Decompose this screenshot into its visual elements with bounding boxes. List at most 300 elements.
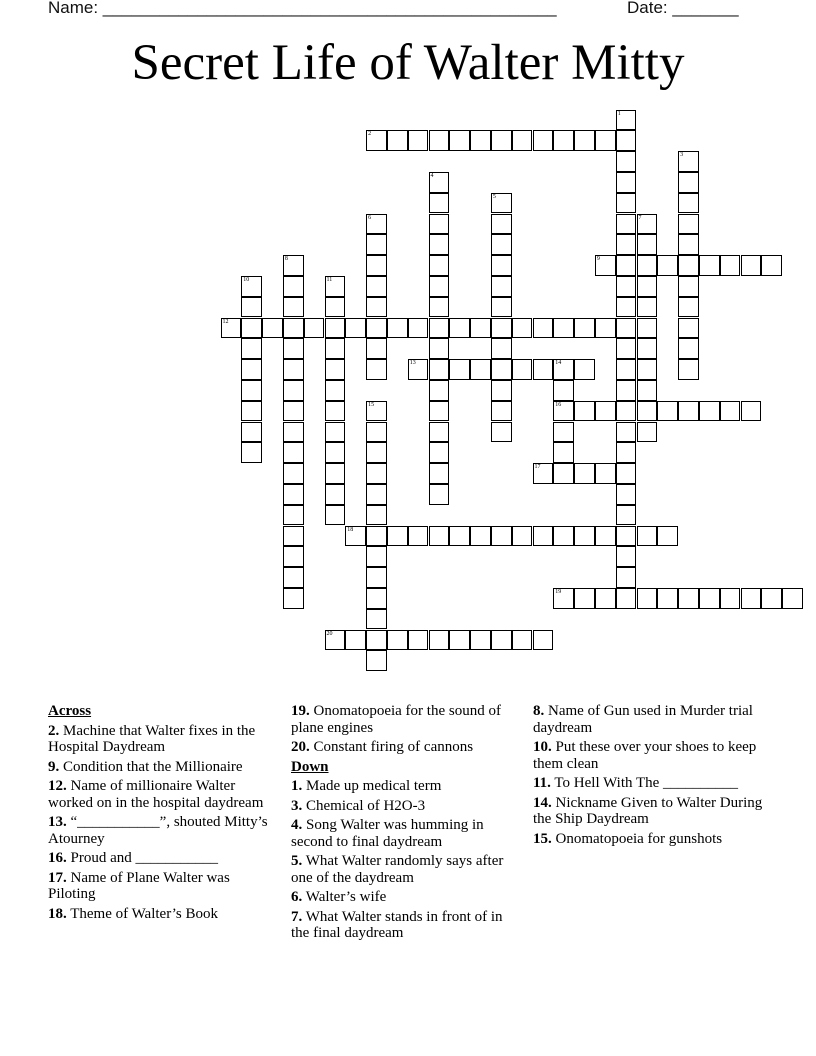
grid-cell[interactable] (616, 338, 637, 359)
clue-text: Chemical of H2O-3 (306, 797, 426, 814)
grid-cell[interactable] (616, 567, 637, 588)
grid-cell[interactable] (366, 234, 387, 255)
clue-number: 16. (48, 850, 67, 866)
grid-cell[interactable] (616, 401, 637, 422)
grid-cell[interactable] (491, 297, 512, 318)
grid-cell[interactable] (637, 401, 658, 422)
grid-cell[interactable] (595, 401, 616, 422)
name-field-label: Name: ________________________________________________ (48, 0, 557, 17)
grid-cell[interactable] (366, 484, 387, 505)
grid-cell[interactable] (283, 276, 304, 297)
grid-cell[interactable] (325, 463, 346, 484)
grid-cell[interactable] (533, 318, 554, 339)
clue-number: 5. (291, 853, 303, 869)
grid-cell[interactable] (553, 401, 574, 422)
grid-cell[interactable] (283, 401, 304, 422)
grid-cell[interactable] (366, 130, 387, 151)
clue-text: Name of Gun used in Murder trial daydream (533, 703, 753, 736)
grid-cell[interactable] (241, 359, 262, 380)
grid-cell[interactable] (491, 338, 512, 359)
grid-cell[interactable] (637, 214, 658, 235)
grid-cell[interactable] (366, 609, 387, 630)
grid-cell[interactable] (241, 276, 262, 297)
grid-cell[interactable] (283, 318, 304, 339)
grid-cell[interactable] (429, 193, 450, 214)
grid-cell[interactable] (512, 630, 533, 651)
grid-cell[interactable] (616, 442, 637, 463)
grid-cell[interactable] (283, 463, 304, 484)
grid-cell[interactable] (366, 463, 387, 484)
grid-cell[interactable] (408, 526, 429, 547)
grid-cell[interactable] (616, 234, 637, 255)
grid-cell[interactable] (595, 130, 616, 151)
down-clue (291, 909, 516, 942)
grid-cell[interactable] (678, 401, 699, 422)
grid-cell[interactable] (345, 318, 366, 339)
grid-cell[interactable] (366, 297, 387, 318)
grid-cell[interactable] (429, 318, 450, 339)
grid-cell[interactable] (741, 588, 762, 609)
grid-cell[interactable] (574, 401, 595, 422)
grid-cell[interactable] (553, 318, 574, 339)
grid-cell[interactable] (699, 401, 720, 422)
clue-number: 15. (533, 830, 552, 847)
grid-cell[interactable] (657, 255, 678, 276)
grid-cell[interactable] (678, 255, 699, 276)
grid-cell[interactable] (408, 318, 429, 339)
grid-cell[interactable] (595, 463, 616, 484)
grid-cell[interactable] (512, 359, 533, 380)
grid-cell[interactable] (283, 442, 304, 463)
grid-cell[interactable] (491, 401, 512, 422)
clue-number-label: 15 (368, 401, 375, 408)
grid-cell[interactable] (512, 318, 533, 339)
grid-cell[interactable] (761, 255, 782, 276)
clues-column-1 (48, 703, 273, 925)
grid-cell[interactable] (429, 130, 450, 151)
clue-text: What Walter randomly says after one of the daydream (291, 853, 504, 886)
grid-cell[interactable] (616, 193, 637, 214)
grid-cell[interactable] (678, 193, 699, 214)
grid-cell[interactable] (366, 401, 387, 422)
grid-cell[interactable] (657, 401, 678, 422)
grid-cell[interactable] (283, 526, 304, 547)
grid-cell[interactable] (387, 630, 408, 651)
grid-cell[interactable] (325, 505, 346, 526)
grid-cell[interactable] (491, 234, 512, 255)
grid-cell[interactable] (616, 214, 637, 235)
grid-cell[interactable] (657, 526, 678, 547)
grid-cell[interactable] (637, 234, 658, 255)
grid-cell[interactable] (637, 359, 658, 380)
clues-column-3 (533, 703, 773, 850)
down-clue (291, 778, 516, 795)
clue-number-label: 2 (368, 131, 372, 138)
grid-cell[interactable] (408, 359, 429, 380)
grid-cell[interactable] (616, 463, 637, 484)
grid-cell[interactable] (429, 276, 450, 297)
grid-cell[interactable] (574, 526, 595, 547)
clue-number-label: 16 (555, 401, 562, 408)
grid-cell[interactable] (595, 255, 616, 276)
clue-text: Theme of Walter’s Book (70, 905, 219, 922)
clue-text: Walter’s wife (305, 889, 387, 905)
grid-cell[interactable] (678, 172, 699, 193)
grid-cell[interactable] (678, 214, 699, 235)
grid-cell[interactable] (429, 630, 450, 651)
grid-cell[interactable] (387, 318, 408, 339)
grid-cell[interactable] (366, 546, 387, 567)
grid-cell[interactable] (637, 276, 658, 297)
grid-cell[interactable] (366, 442, 387, 463)
grid-cell[interactable] (449, 526, 470, 547)
grid-cell[interactable] (533, 630, 554, 651)
grid-cell[interactable] (241, 442, 262, 463)
grid-cell[interactable] (387, 130, 408, 151)
clue-text: Condition that the Millionaire (63, 758, 243, 775)
clue-number-label: 19 (555, 588, 562, 595)
grid-cell[interactable] (429, 401, 450, 422)
grid-cell[interactable] (429, 338, 450, 359)
grid-cell[interactable] (449, 130, 470, 151)
clues-column-2 (291, 703, 516, 945)
clue-section-heading: Across (48, 703, 92, 719)
grid-cell[interactable] (678, 318, 699, 339)
grid-cell[interactable] (345, 526, 366, 547)
grid-cell[interactable] (761, 588, 782, 609)
clue-number: 6. (291, 889, 303, 905)
clue-number-label: 1 (617, 110, 621, 117)
across-clue (48, 870, 273, 903)
grid-cell[interactable] (325, 276, 346, 297)
down-clue (291, 853, 516, 886)
grid-cell[interactable] (637, 318, 658, 339)
clue-text: Machine that Walter fixes in the Hospital Daydream (48, 722, 256, 755)
grid-cell[interactable] (241, 338, 262, 359)
grid-cell[interactable] (429, 255, 450, 276)
grid-cell[interactable] (429, 359, 450, 380)
grid-cell[interactable] (366, 630, 387, 651)
grid-cell[interactable] (325, 380, 346, 401)
grid-cell[interactable] (491, 380, 512, 401)
grid-cell[interactable] (366, 318, 387, 339)
grid-cell[interactable] (574, 318, 595, 339)
grid-cell[interactable] (449, 630, 470, 651)
grid-cell[interactable] (553, 442, 574, 463)
grid-cell[interactable] (429, 526, 450, 547)
grid-cell[interactable] (491, 318, 512, 339)
grid-cell[interactable] (637, 338, 658, 359)
grid-cell[interactable] (720, 588, 741, 609)
grid-cell[interactable] (491, 359, 512, 380)
grid-cell[interactable] (449, 318, 470, 339)
grid-cell[interactable] (616, 526, 637, 547)
grid-cell[interactable] (449, 359, 470, 380)
grid-cell[interactable] (512, 130, 533, 151)
clue-number-label: 20 (326, 630, 333, 637)
grid-cell[interactable] (616, 276, 637, 297)
grid-cell[interactable] (325, 359, 346, 380)
grid-cell[interactable] (595, 588, 616, 609)
grid-cell[interactable] (574, 130, 595, 151)
grid-cell[interactable] (408, 630, 429, 651)
grid-cell[interactable] (325, 484, 346, 505)
grid-cell[interactable] (741, 255, 762, 276)
grid-cell[interactable] (241, 297, 262, 318)
grid-cell[interactable] (699, 588, 720, 609)
grid-cell[interactable] (678, 588, 699, 609)
clue-number: 3. (291, 797, 303, 814)
grid-cell[interactable] (616, 359, 637, 380)
across-clue (291, 739, 516, 756)
clue-number-label: 18 (347, 526, 354, 533)
grid-cell[interactable] (637, 422, 658, 443)
grid-cell[interactable] (429, 234, 450, 255)
grid-cell[interactable] (637, 526, 658, 547)
grid-cell[interactable] (283, 505, 304, 526)
grid-cell[interactable] (616, 151, 637, 172)
grid-cell[interactable] (366, 650, 387, 671)
grid-cell[interactable] (574, 588, 595, 609)
clue-text: Onomatopoeia for gunshots (555, 830, 723, 847)
grid-cell[interactable] (366, 255, 387, 276)
grid-cell[interactable] (325, 422, 346, 443)
grid-cell[interactable] (345, 630, 366, 651)
grid-cell[interactable] (574, 463, 595, 484)
grid-cell[interactable] (325, 318, 346, 339)
grid-cell[interactable] (699, 255, 720, 276)
grid-cell[interactable] (616, 380, 637, 401)
grid-cell[interactable] (325, 338, 346, 359)
grid-cell[interactable] (637, 380, 658, 401)
clue-text: What Walter stands in front of in the final daydream (291, 908, 503, 941)
grid-cell[interactable] (366, 276, 387, 297)
grid-cell[interactable] (283, 546, 304, 567)
grid-cell[interactable] (678, 359, 699, 380)
grid-cell[interactable] (637, 588, 658, 609)
clue-number: 8. (533, 703, 545, 719)
grid-cell[interactable] (366, 588, 387, 609)
clue-number: 11. (533, 775, 551, 791)
clue-text: Name of millionaire Walter worked on in the hospital daydream (48, 778, 264, 811)
grid-cell[interactable] (678, 276, 699, 297)
grid-cell[interactable] (283, 255, 304, 276)
grid-cell[interactable] (429, 380, 450, 401)
grid-cell[interactable] (553, 422, 574, 443)
grid-cell[interactable] (241, 318, 262, 339)
grid-cell[interactable] (283, 359, 304, 380)
grid-cell[interactable] (325, 401, 346, 422)
grid-cell[interactable] (533, 463, 554, 484)
grid-cell[interactable] (678, 234, 699, 255)
grid-cell[interactable] (221, 318, 242, 339)
grid-cell[interactable] (283, 380, 304, 401)
down-clue (533, 795, 773, 828)
grid-cell[interactable] (491, 526, 512, 547)
date-field-label: Date: _______ (627, 0, 739, 17)
clue-number-label: 8 (284, 256, 288, 263)
grid-cell[interactable] (387, 526, 408, 547)
down-clue (291, 798, 516, 815)
grid-cell[interactable] (408, 130, 429, 151)
grid-cell[interactable] (429, 297, 450, 318)
clue-text: Name of Plane Walter was Piloting (48, 869, 230, 902)
grid-cell[interactable] (616, 130, 637, 151)
grid-cell[interactable] (491, 630, 512, 651)
grid-cell[interactable] (657, 588, 678, 609)
grid-cell[interactable] (283, 422, 304, 443)
clue-number: 9. (48, 758, 60, 775)
across-clue (48, 906, 273, 923)
clue-text: Put these over your shoes to keep them clean (533, 739, 757, 772)
grid-cell[interactable] (429, 172, 450, 193)
grid-cell[interactable] (678, 151, 699, 172)
grid-cell[interactable] (616, 110, 637, 131)
grid-cell[interactable] (429, 484, 450, 505)
grid-cell[interactable] (470, 359, 491, 380)
grid-cell[interactable] (616, 546, 637, 567)
clue-number: 18. (48, 905, 67, 922)
down-clue (533, 739, 773, 772)
grid-cell[interactable] (366, 567, 387, 588)
grid-cell[interactable] (637, 255, 658, 276)
clue-number-label: 7 (638, 214, 642, 221)
grid-cell[interactable] (491, 214, 512, 235)
grid-cell[interactable] (616, 422, 637, 443)
grid-cell[interactable] (616, 484, 637, 505)
down-clue (291, 817, 516, 850)
grid-cell[interactable] (325, 297, 346, 318)
grid-cell[interactable] (595, 318, 616, 339)
grid-cell[interactable] (491, 193, 512, 214)
clue-number: 2. (48, 722, 60, 739)
clue-number: 20. (291, 739, 310, 755)
clue-text: Song Walter was humming in second to final daydream (291, 817, 484, 850)
grid-cell[interactable] (782, 588, 803, 609)
grid-cell[interactable] (262, 318, 283, 339)
grid-cell[interactable] (366, 338, 387, 359)
clue-section-heading: Down (291, 758, 329, 775)
clue-text: Made up medical term (306, 778, 442, 794)
grid-cell[interactable] (366, 422, 387, 443)
clue-number: 14. (533, 794, 552, 811)
grid-cell[interactable] (553, 463, 574, 484)
clue-number: 1. (291, 778, 303, 794)
grid-cell[interactable] (741, 401, 762, 422)
grid-cell[interactable] (241, 380, 262, 401)
grid-cell[interactable] (429, 214, 450, 235)
clue-text: Onomatopoeia for the sound of plane engines (291, 703, 501, 736)
grid-cell[interactable] (595, 526, 616, 547)
grid-cell[interactable] (512, 526, 533, 547)
grid-cell[interactable] (304, 318, 325, 339)
puzzle-title: Secret Life of Walter Mitty (131, 35, 685, 91)
clue-number-label: 17 (534, 464, 541, 471)
clue-text: “___________”, shouted Mitty’s Atourney (48, 814, 268, 847)
grid-cell[interactable] (470, 630, 491, 651)
clue-number-label: 14 (555, 360, 562, 367)
clue-number: 12. (48, 778, 67, 794)
grid-cell[interactable] (553, 359, 574, 380)
clue-number: 10. (533, 739, 552, 755)
grid-cell[interactable] (283, 484, 304, 505)
grid-cell[interactable] (491, 130, 512, 151)
grid-cell[interactable] (491, 255, 512, 276)
grid-cell[interactable] (366, 526, 387, 547)
clue-text: Constant firing of cannons (313, 739, 474, 755)
clue-number-label: 11 (326, 276, 333, 283)
clue-number-label: 4 (430, 172, 434, 179)
grid-cell[interactable] (533, 359, 554, 380)
clue-text: Nickname Given to Walter During the Ship Daydream (533, 794, 763, 827)
grid-cell[interactable] (283, 567, 304, 588)
grid-cell[interactable] (366, 214, 387, 235)
clue-number: 19. (291, 703, 310, 719)
clue-text: To Hell With The __________ (554, 775, 739, 791)
grid-cell[interactable] (678, 338, 699, 359)
grid-cell[interactable] (720, 255, 741, 276)
grid-cell[interactable] (283, 338, 304, 359)
grid-cell[interactable] (553, 380, 574, 401)
grid-cell[interactable] (241, 401, 262, 422)
grid-cell[interactable] (616, 297, 637, 318)
grid-cell[interactable] (553, 130, 574, 151)
clue-number-label: 9 (596, 256, 600, 263)
clue-number-label: 6 (368, 214, 372, 221)
grid-cell[interactable] (553, 526, 574, 547)
clue-number-label: 13 (409, 360, 416, 367)
grid-cell[interactable] (325, 630, 346, 651)
grid-cell[interactable] (366, 505, 387, 526)
down-clue (533, 831, 773, 848)
grid-cell[interactable] (429, 463, 450, 484)
grid-cell[interactable] (637, 297, 658, 318)
grid-cell[interactable] (366, 359, 387, 380)
grid-cell[interactable] (616, 318, 637, 339)
clue-number: 13. (48, 814, 67, 830)
grid-cell[interactable] (429, 442, 450, 463)
down-clue (291, 889, 516, 906)
across-clue (48, 759, 273, 776)
grid-cell[interactable] (553, 588, 574, 609)
grid-cell[interactable] (470, 526, 491, 547)
grid-cell[interactable] (283, 588, 304, 609)
grid-cell[interactable] (470, 318, 491, 339)
grid-cell[interactable] (720, 401, 741, 422)
clue-number: 17. (48, 869, 67, 886)
grid-cell[interactable] (533, 130, 554, 151)
grid-cell[interactable] (429, 422, 450, 443)
across-clue (48, 723, 273, 756)
grid-cell[interactable] (678, 297, 699, 318)
grid-cell[interactable] (574, 359, 595, 380)
grid-cell[interactable] (325, 442, 346, 463)
grid-cell[interactable] (616, 172, 637, 193)
grid-cell[interactable] (616, 588, 637, 609)
grid-cell[interactable] (491, 276, 512, 297)
clue-number: 7. (291, 908, 303, 925)
down-clue (533, 775, 773, 792)
grid-cell[interactable] (283, 297, 304, 318)
grid-cell[interactable] (241, 422, 262, 443)
grid-cell[interactable] (616, 255, 637, 276)
grid-cell[interactable] (470, 130, 491, 151)
grid-cell[interactable] (491, 422, 512, 443)
across-clue (48, 778, 273, 811)
grid-cell[interactable] (616, 505, 637, 526)
grid-cell[interactable] (533, 526, 554, 547)
clue-number-label: 3 (680, 152, 684, 159)
